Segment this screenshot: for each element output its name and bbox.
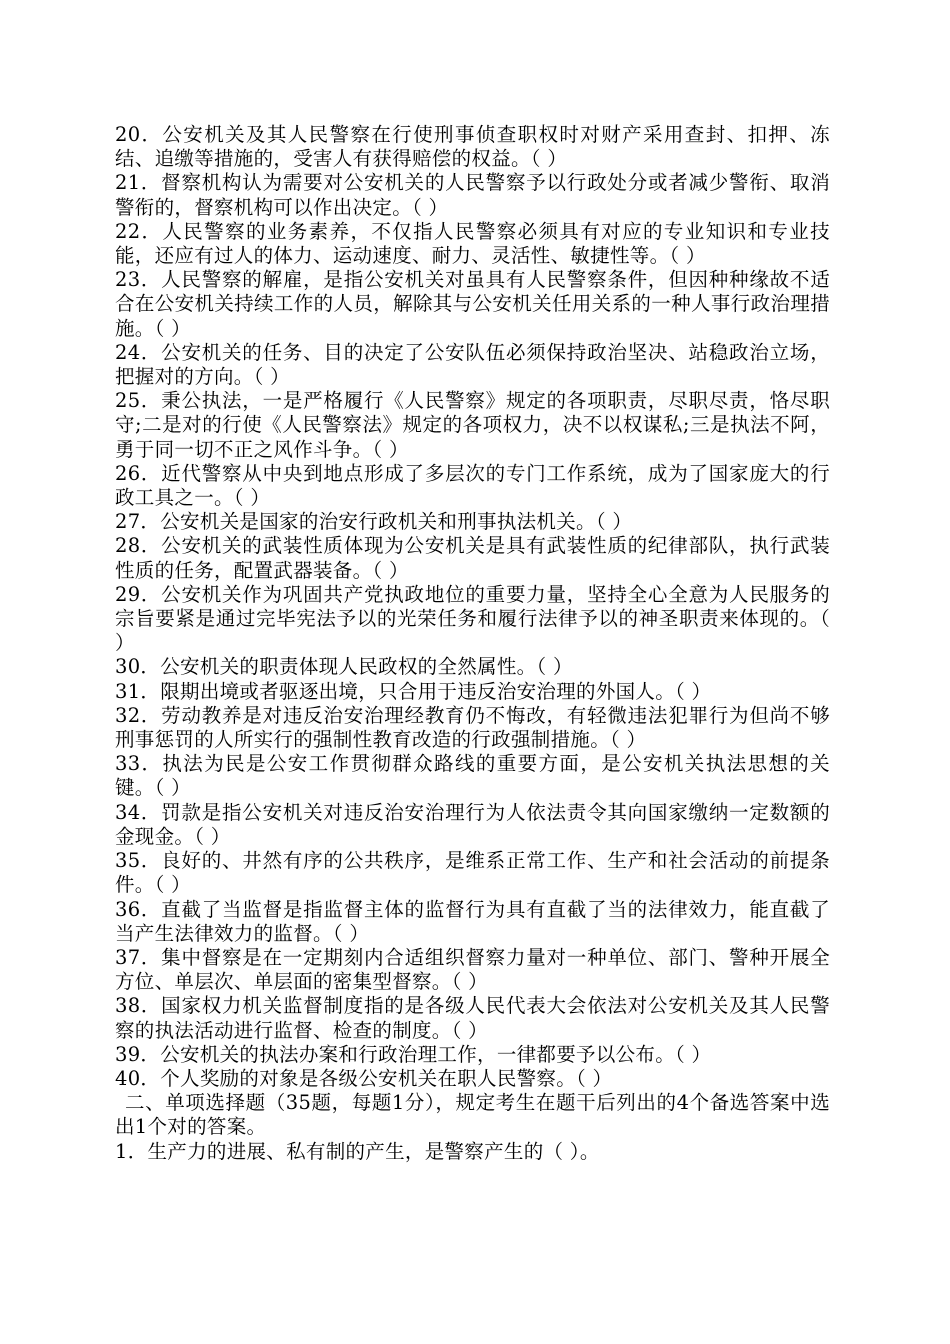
- question-32: 32．劳动教养是对违反治安治理经教育仍不悔改，有轻微违法犯罪行为但尚不够刑事惩罚的人所实行的强制性教育改造的行政强制措施。（ ）: [115, 703, 830, 752]
- question-34: 34．罚款是指公安机关对违反治安治理行为人依法责令其向国家缴纳一定数额的金现金。（ ）: [115, 800, 830, 848]
- question-29: 29．公安机关作为巩固共产党执政地位的重要力量，坚持全心全意为人民服务的宗旨要紧是通过完毕宪法予以的光荣任务和履行法律予以的神圣职责来体现的。（ ）: [115, 582, 830, 655]
- question-31: 31．限期出境或者驱逐出境，只合用于违反治安治理的外国人。（ ）: [115, 679, 712, 703]
- question-26: 26．近代警察从中央到地点形成了多层次的专门工作系统，成为了国家庞大的行政工具之一。（ ）: [115, 461, 830, 510]
- question-1: 1．生产力的进展、私有制的产生，是警察产生的（ ）。: [115, 1139, 600, 1163]
- question-22: 22．人民警察的业务素养，不仅指人民警察必须具有对应的专业知识和专业技能，还应有过人的体力、运动速度、耐力、灵活性、敏捷性等。（ ）: [115, 219, 830, 268]
- question-28: 28．公安机关的武装性质体现为公安机关是具有武装性质的纪律部队，执行武装性质的任务，配置武器装备。（ ）: [115, 534, 830, 582]
- question-30: 30．公安机关的职责体现人民政权的全然属性。（ ）: [115, 655, 573, 679]
- question-24: 24．公安机关的任务、目的决定了公安队伍必须保持政治坚决、站稳政治立场，把握对的方向。（ ）: [115, 340, 830, 389]
- question-23: 23．人民警察的解雇，是指公安机关对虽具有人民警察条件，但因种种缘故不适合在公安机关持续工作的人员，解除其与公安机关任用关系的一种人事行政治理措施。（ ）: [115, 268, 830, 340]
- question-38: 38．国家权力机关监督制度指的是各级人民代表大会依法对公安机关及其人民警察的执法活动进行监督、检查的制度。（ ）: [115, 994, 830, 1042]
- question-40: 40．个人奖励的对象是各级公安机关在职人民警察。（ ）: [115, 1066, 613, 1090]
- question-37: 37．集中督察是在一定期刻内合适组织督察力量对一种单位、部门、警种开展全方位、单层次、单层面的密集型督察。（ ）: [115, 945, 830, 994]
- question-25: 25．秉公执法，一是严格履行《人民警察》规定的各项职责，尽职尽责，恪尽职守;二是对的行使《人民警察法》规定的各项权力，决不以权谋私;三是执法不阿，勇于同一切不正之风作斗争。（ ）: [115, 389, 830, 461]
- question-33: 33．执法为民是公安工作贯彻群众路线的重要方面，是公安机关执法思想的关键。（ ）: [115, 752, 830, 800]
- question-20: 20．公安机关及其人民警察在行使刑事侦查职权时对财产采用查封、扣押、冻结、追缴等措施的，受害人有获得赔偿的权益。（ ）: [115, 123, 830, 171]
- question-39: 39．公安机关的执法办案和行政治理工作，一律都要予以公布。（ ）: [115, 1042, 712, 1066]
- document-body: [115, 123, 830, 1164]
- question-35: 35．良好的、井然有序的公共秩序，是维系正常工作、生产和社会活动的前提条件。（ ）: [115, 849, 830, 897]
- section-heading: 二、单项选择题（35题，每题1分），规定考生在题干后列出的4个备选答案中选出1个对的答案。: [115, 1091, 830, 1139]
- question-21: 21．督察机构认为需要对公安机关的人民警察予以行政处分或者减少警衔、取消警衔的，督察机构可以作出决定。（ ）: [115, 171, 830, 219]
- question-27: 27．公安机关是国家的治安行政机关和刑事执法机关。（ ）: [115, 510, 633, 534]
- question-36: 36．直截了当监督是指监督主体的监督行为具有直截了当的法律效力，能直截了当产生法律效力的监督。（ ）: [115, 897, 830, 945]
